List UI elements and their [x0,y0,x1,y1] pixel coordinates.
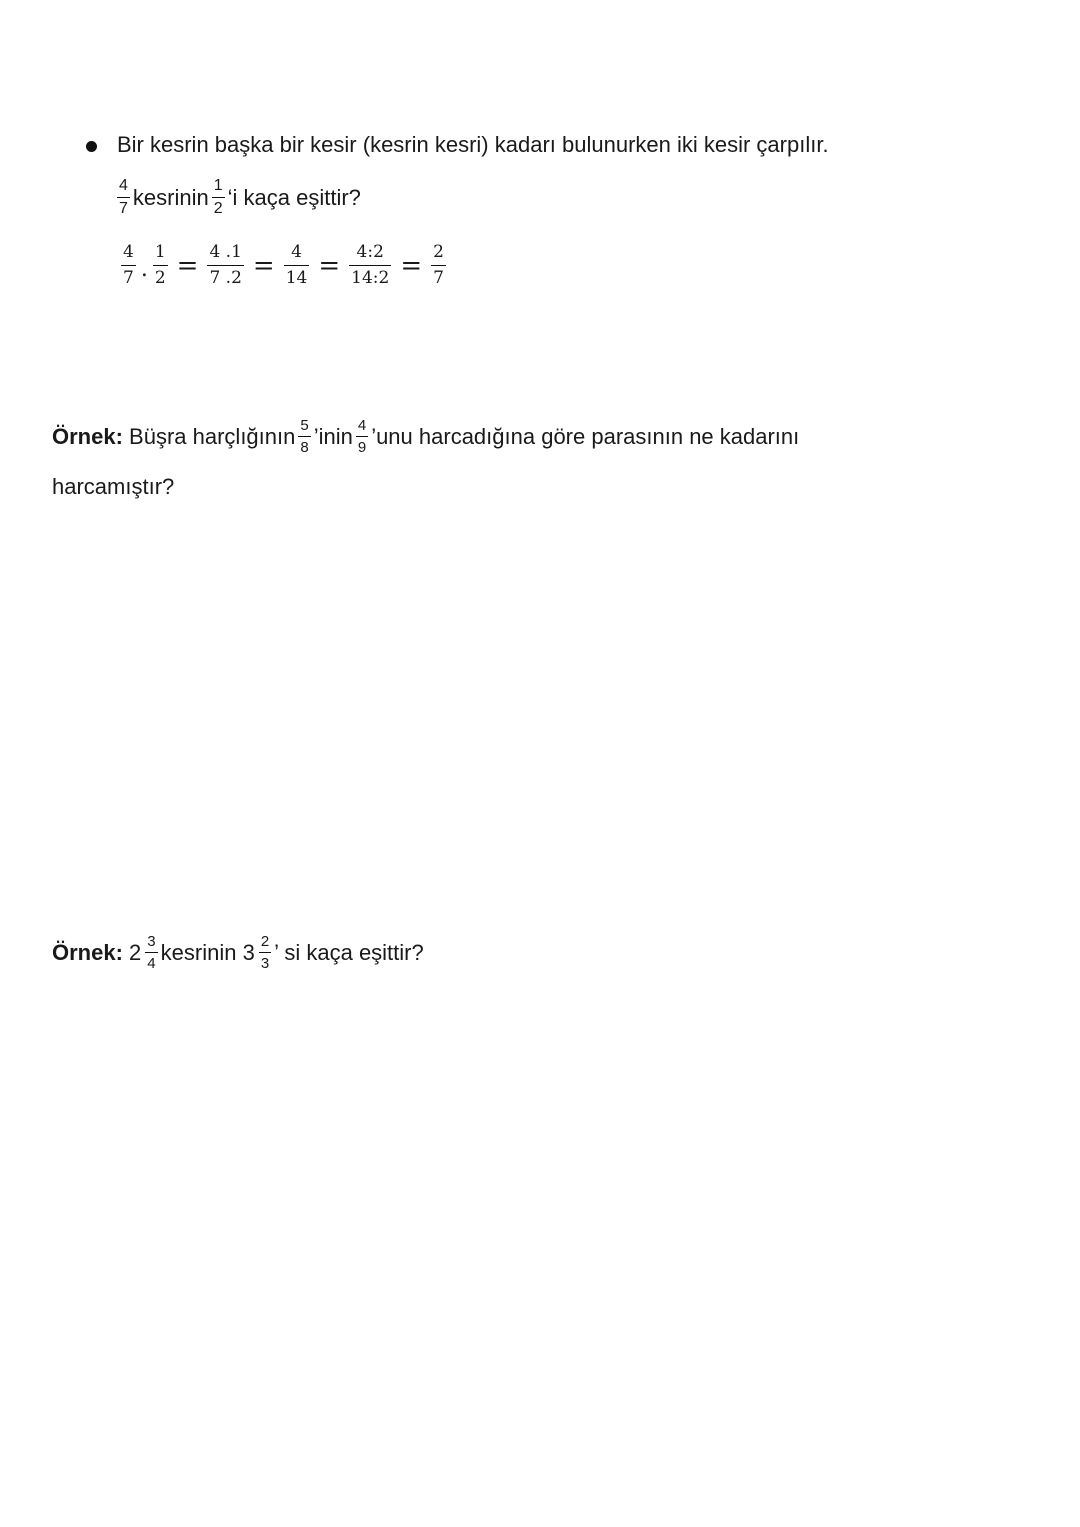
fraction: $\frac{4}{9}$ [357,417,367,456]
equals-sign: = [176,250,199,281]
equals-sign: = [318,250,341,281]
question-1: $\frac{4}{7}$ kesrinin $\frac{1}{2}$ ‘i kaça eşittir? [119,177,361,217]
solution-equation: $\frac{4}{7}$ . $\frac{1}{2}$ = $\frac{4 .1}{7 .2}$ = $\frac{4}{14}$ = $\frac{4:2}{14:2}$ = $\frac{2}{7}$ [123,242,444,288]
example-2: Örnek: 2 $\frac{3}{4}$ kesrinin 3 $\frac{2}{3}$ ’ si kaça eşittir? [52,933,424,972]
fraction: $\frac{2}{3}$ [260,933,270,972]
fraction: $\frac{4:2}{14:2}$ [351,242,390,288]
equals-sign: = [400,250,423,281]
fraction: $\frac{1}{2}$ [213,177,223,217]
example-1: Örnek: Büşra harçlığının $\frac{5}{8}$ ’inin $\frac{4}{9}$ ’unu harcadığına göre parasının ne kadarını [52,417,800,456]
example-1-cont: harcamıştır? [52,474,175,499]
example-label: Örnek: [52,423,123,449]
fraction: $\frac{4}{14}$ [285,242,308,288]
equals-sign: = [252,250,275,281]
fraction: $\frac{3}{4}$ [147,933,156,972]
rule-text: Bir kesrin başka bir kesir (kesrin kesri) kadarı bulunurken iki kesir çarpılır. [117,132,829,157]
fraction: $\frac{4}{7}$ [123,242,134,288]
fraction: $\frac{2}{7}$ [433,242,444,288]
fraction: $\frac{1}{2}$ [154,242,166,288]
fraction: $\frac{4}{7}$ [119,177,128,217]
example-label: Örnek: [52,939,123,965]
fraction: $\frac{5}{8}$ [300,417,309,456]
bullet-icon [86,141,97,152]
fraction: $\frac{4 .1}{7 .2}$ [209,242,242,288]
